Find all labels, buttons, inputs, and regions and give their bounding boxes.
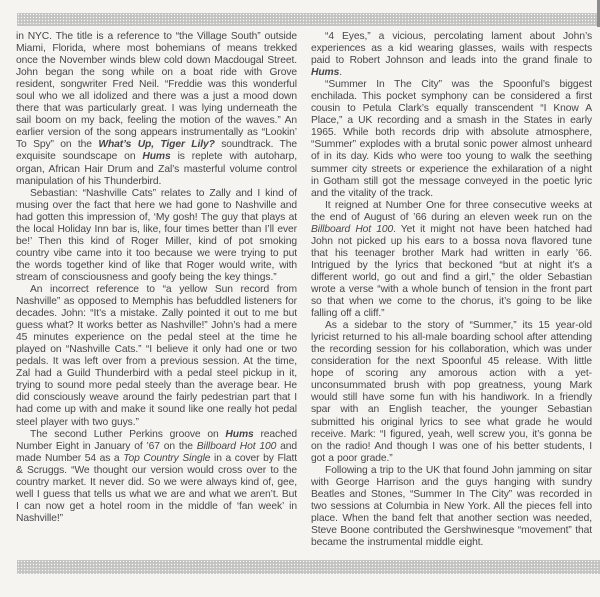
text-segment: Top Country Single	[123, 452, 211, 464]
text-segment: The second Luther Perkins groove on	[30, 428, 226, 440]
text-segment: Sebastian: “Nashville Cats” relates to Zally and I kind of musing over the fact that here we had gone to Nashville and had gotten this impression of, ‘My gosh! The guy that plays at the local Holiday Inn bar is, like, four times better than I’ll ever be!’ Then this kind of Roger Miller, kind of pot smoking country vibe came into it too because we were trying to put the words together kind of like that Roger would write, with stream of consciousness and goofy being the key things.”	[16, 187, 297, 283]
text-segment: Hums	[311, 67, 340, 79]
text-segment: Hums	[225, 428, 254, 440]
paragraph	[311, 465, 592, 549]
top-texture-band	[17, 13, 600, 26]
paragraph	[16, 284, 297, 429]
text-segment: soundtrack. The exquisite soundscape on	[16, 139, 297, 163]
text-segment: Hums	[142, 151, 171, 163]
right-column	[311, 31, 592, 557]
paragraph	[311, 320, 592, 465]
liner-notes-page	[16, 31, 592, 557]
text-segment: What’s Up, Tiger Lily?	[98, 139, 215, 151]
text-segment: “4 Eyes,” a vicious, percolating lament about John’s experiences as a kid wearing glasses, wails with respects paid to Robert Johnson and leads into the grand finale to	[311, 31, 592, 67]
paragraph	[16, 31, 297, 188]
text-segment: . Yet it might not have been hatched had John not picked up his ears to a bossa nova flavored tune that his teenager brother Mark had written in early ’66. Intrigued by the lyrics that beckoned “but at night it’s a different world, go out and find a girl,” the older Sebastian wrote a verse “with a whole bunch of tension in the front part so that when we come to the chorus, it’s going to be like falling off a cliff.”	[311, 223, 592, 320]
text-segment: reached Number Eight in January of ’67 on the	[16, 428, 297, 452]
paragraph	[311, 31, 592, 79]
text-segment: An incorrect reference to “a yellow Sun record from Nashville” as opposed to Memphis has befuddled listeners for decades. John: “It’s a mistake. Zally pointed it out to me but guess what? It works better as Nashville!” John’s had a mere 45 minutes experience on the pedal steel at the time he played on “Nashville Cats.” “I believe it only had one or two pedals. It was left over from a previous session. At the time, Zal had a Guild Thunderbird with a pedal steel pickup in it, trying to sound more pedal steely than the average bear. He did consciously weave around the fairly pedestrian part that I had come up with and make it sound like one really hot pedal steel player with two guys.”	[16, 283, 297, 428]
left-column	[16, 31, 297, 557]
text-segment: Billboard Hot 100	[311, 223, 394, 235]
text-segment: and made Number 54 as a	[16, 440, 297, 464]
text-segment: in NYC. The title is a reference to “the Village South” outside Miami, Florida, where most bohemians of means trekked once the November winds blew cold down Macdougal Street. John began the song while on a boat ride with Grove resident, songwriter Fred Neil. “Freddie was this wonderful soul who we all idolized and there was a just a mood down there that was particularly great. I was lying underneath the sail boom on my back, feeling the motion of the waves.” An earlier version of the song appears instrumentally as “Lookin’ To Spy” on the	[16, 31, 297, 151]
text-segment: As a sidebar to the story of “Summer,” its 15 year-old lyricist returned to his all-male boarding school after attending the recording session for his collaboration, which was under consideration for the next Spoonful 45 release. With little hope of scoring any amorous action with a yet-unconsummated brush with pop greatness, young Mark would still have some fun with his handiwork. In a friendly spar with an English teacher, the younger Sebastian submitted his original lyrics to see what grade he would receive. Mark: “I figured, yeah, well screw you, it’s gonna be on the radio! And though I was one of his better students, I got a poor grade.”	[311, 320, 592, 464]
paragraph	[16, 429, 297, 525]
text-segment: “Summer In The City” was the Spoonful’s biggest enchilada. This pocket symphony can be considered a first cousin to Petula Clark’s equally transcendent “I Know A Place,” a UK recording and a smash in the States in early 1965. While both records drip with absolute atmosphere, “Summer” explodes with a brutal sonic power almost unheard of in its day. Kids who were too young to walk the seething summer city streets or experience the exhilaration of a night in Gotham still got the message conveyed in the poetic lyric and the vitality of the track.	[311, 79, 592, 199]
text-segment: in a cover by Flatt & Scruggs. “We thought our version would cross over to the country market. It never did. So we were always kind of, gee, well I guess that tells us what we are and what we aren’t. But I can now get a hotel room in the middle of ‘fan week’ in Nashville!”	[16, 452, 297, 524]
text-segment: is replete with autoharp, organ, African Hair Drum and Zal’s masterful volume control manipulation of his Thunderbird.	[16, 151, 297, 187]
bottom-texture-band	[17, 560, 600, 574]
text-segment: Billboard Hot 100	[196, 440, 277, 452]
paragraph	[16, 188, 297, 284]
paragraph	[311, 200, 592, 320]
paragraph	[311, 79, 592, 199]
text-segment: It reigned at Number One for three consecutive weeks at the end of August of ’66 during an eleven week run on the	[311, 199, 592, 223]
text-segment: Following a trip to the UK that found John jamming on sitar with George Harrison and the guys hanging with sundry Beatles and Stones, “Summer In The City” was recorded in two sessions at Columbia in New York. All the pieces fell into place. When the band felt that another section was needed, Steve Boone contributed the Gershwinesque “movement” that became the instrumental middle eight.	[311, 464, 592, 548]
text-segment: .	[339, 67, 342, 79]
